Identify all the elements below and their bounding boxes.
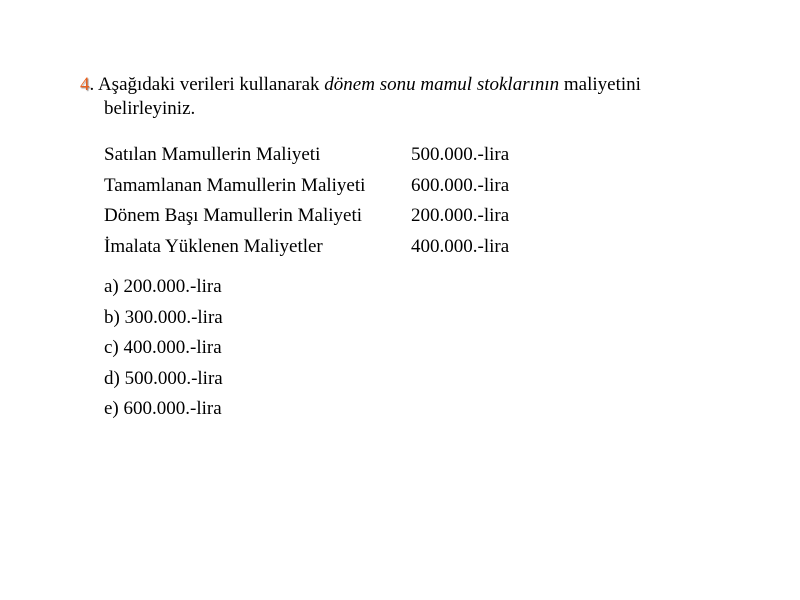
question-text-line2: belirleyiniz.	[104, 98, 196, 119]
row-value: 600.000.-lira	[411, 174, 510, 196]
row-value: 500.000.-lira	[411, 144, 510, 166]
answer-option-c: c) 400.000.-lira	[104, 337, 222, 358]
cost-data-table	[104, 140, 509, 262]
question-text-before: Aşağıdaki verileri kullanarak	[94, 74, 325, 95]
row-label: İmalata Yüklenen Maliyetler	[104, 235, 323, 257]
question-number-suffix: .	[89, 74, 95, 95]
question-text	[80, 73, 740, 121]
answer-option-a: a) 200.000.-lira	[104, 276, 222, 297]
row-label: Satılan Mamullerin Maliyeti	[104, 144, 321, 166]
table-row	[104, 232, 509, 263]
question-text-after: maliyetini	[559, 74, 641, 95]
answer-option-e: e) 600.000.-lira	[104, 398, 222, 419]
answer-option-b: b) 300.000.-lira	[104, 306, 223, 328]
row-label: Tamamlanan Mamullerin Maliyeti	[104, 174, 366, 196]
table-row	[104, 140, 509, 171]
answer-options	[104, 275, 223, 428]
row-value: 200.000.-lira	[411, 205, 510, 227]
row-value: 400.000.-lira	[411, 235, 510, 257]
question-number: 4	[80, 74, 90, 95]
answer-option-d: d) 500.000.-lira	[104, 367, 223, 389]
table-row	[104, 201, 509, 232]
question-text-italic: dönem sonu mamul stoklarının	[324, 74, 560, 95]
table-row	[104, 171, 509, 202]
row-label: Dönem Başı Mamullerin Maliyeti	[104, 205, 363, 227]
